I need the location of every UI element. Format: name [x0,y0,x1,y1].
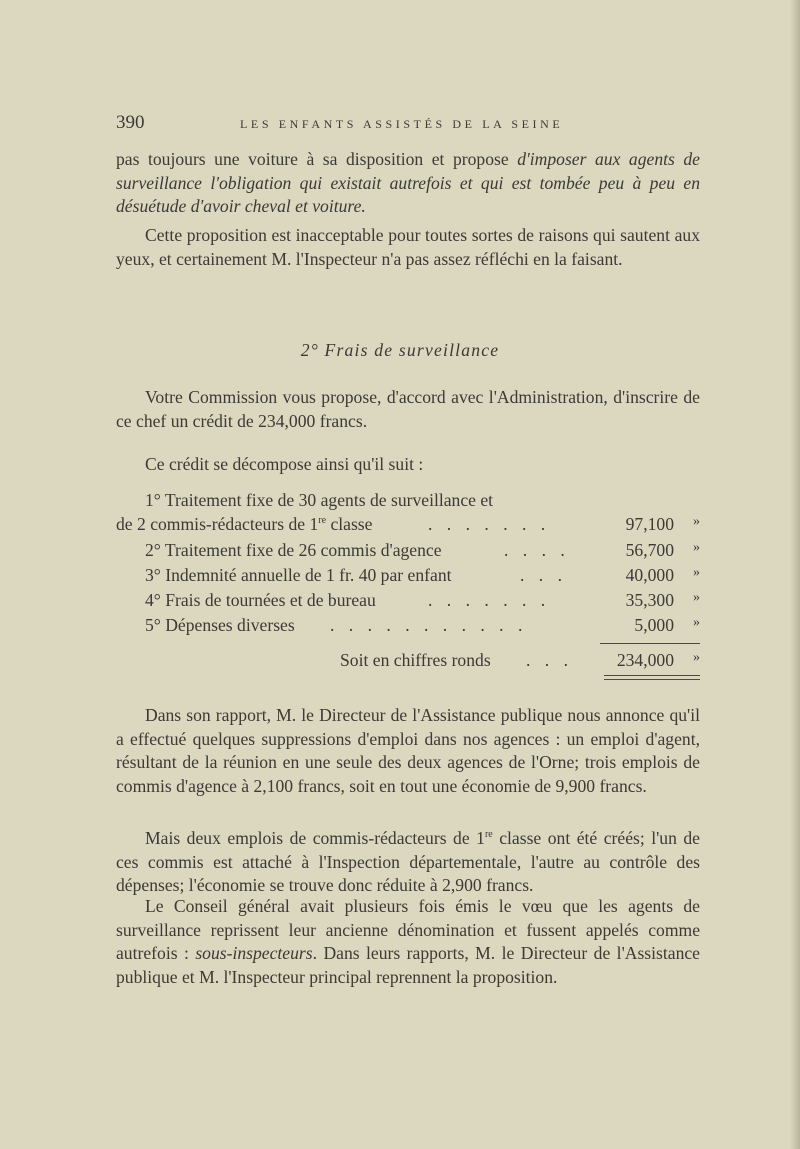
ditto-mark: » [693,540,700,555]
item-amount: 35,300 [625,590,674,610]
total-amount: 234,000 [616,650,674,670]
leader-dots: . . . . . . . [428,590,551,610]
intro-italic-lead: d'imposer aux [517,149,621,169]
sum-rule [600,643,700,644]
intro-text: pas toujours une voiture à sa disposition et propose [116,149,518,169]
item-label: 1° Traitement fixe de 30 agents de surveillance et [145,490,494,510]
budget-item-1-line-a [116,490,700,514]
budget-item-4 [116,590,700,614]
leader-dots: . . . [520,565,567,585]
mais-paragraph: Mais deux emplois de commis-rédacteurs de 1re classe ont été créés; l'un de ces commis est attaché à l'Inspection départementale, l'autre au contrôle des dépenses; l'économie se trouve donc réduite à 2,900 francs. [116,828,700,896]
item-amount: 40,000 [625,565,674,585]
page-number: 390 [116,112,145,133]
proposition-paragraph: Cette proposition est inacceptable pour toutes sortes de raisons qui sautent aux yeux, et certainement M. l'Inspecteur n'a pas assez réfléchi en la faisant. [116,225,700,269]
item-amount: 97,100 [625,514,674,534]
item-label: de 2 commis-rédacteurs de 1re classe [116,514,373,534]
item-amount: 56,700 [625,540,674,560]
leader-dots: . . . [526,650,573,670]
commission-paragraph: Votre Commission vous propose, d'accord avec l'Administration, d'inscrire de ce chef un crédit de 234,000 francs. [116,387,700,431]
ditto-mark: » [693,565,700,580]
budget-item-5 [116,615,700,639]
total-label: Soit en chiffres ronds [340,650,491,670]
leader-dots: . . . . . . . [428,514,551,534]
item-label: 5° Dépenses diverses [145,615,295,635]
section-title: 2° Frais de surveillance [300,340,500,360]
leader-dots: . . . . [504,540,570,560]
total-double-rule-bottom [604,679,700,680]
ditto-mark: » [693,514,700,529]
intro-paragraph [116,148,700,219]
page-edge-shadow [790,0,800,1149]
ditto-mark: » [693,615,700,630]
budget-item-3 [116,565,700,589]
budget-item-2 [116,540,700,564]
conseil-paragraph: Le Conseil général avait plusieurs fois émis le vœu que les agents de surveillance reprissent leur ancienne dénomination et fussent appelés comme autrefois : sous-inspecteurs. Dans leurs rapports, M. le Directeur de l'Assistance publique et M. l'Inspecteur principal reprennent la proposition. [116,896,700,987]
decompose-paragraph: Ce crédit se décompose ainsi qu'il suit : [145,454,424,474]
budget-item-1 [116,514,700,538]
total-double-rule-top [604,675,700,676]
item-label: 4° Frais de tournées et de bureau [145,590,376,610]
item-label: 3° Indemnité annuelle de 1 fr. 40 par enfant [145,565,452,585]
item-amount: 5,000 [634,615,674,635]
budget-total [116,650,700,674]
intro-italic-rest: agents de surveillance l'obligation qui existait autrefois et qui est tombée peu à peu en désuétude d'avoir cheval et voiture. [116,149,700,217]
directeur-paragraph: Dans son rapport, M. le Directeur de l'Assistance publique nous annonce qu'il a effectué quelques suppressions d'emploi dans nos agences : un emploi d'agent, résultant de la réunion en une seule des deux agences de l'Orne; trois emplois de commis d'agence à 2,100 francs, soit en tout une économie de 9,900 francs. [116,705,700,796]
leader-dots: . . . . . . . . . . . [330,615,528,635]
item-label: 2° Traitement fixe de 26 commis d'agence [145,540,442,560]
ditto-mark: » [693,590,700,605]
ditto-mark: » [693,650,700,665]
page-header [116,112,700,136]
running-title: LES ENFANTS ASSISTÉS DE LA SEINE [240,117,564,131]
